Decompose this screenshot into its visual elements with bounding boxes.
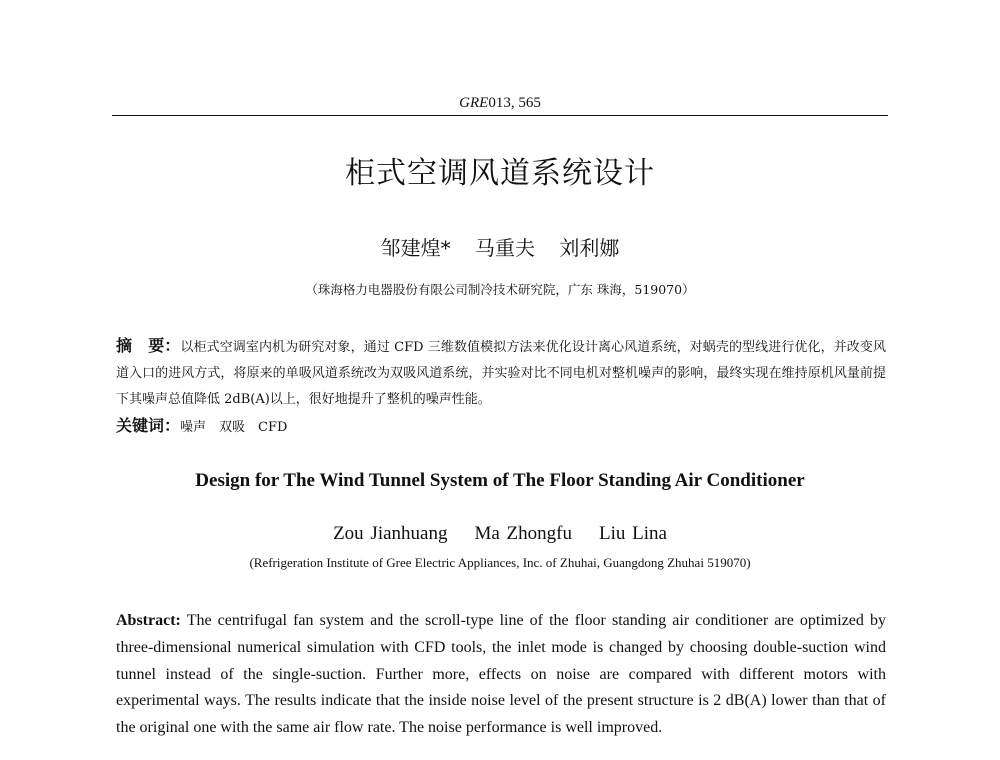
journal-header [112, 95, 888, 117]
authors-en: Zou Jianhuang Ma Zhongfu Liu Lina [333, 523, 667, 544]
journal-code: GRE [459, 95, 489, 111]
paper-title-cn: 柜式空调风道系统设计 [345, 156, 655, 191]
abstract-en-label: Abstract: [116, 612, 181, 629]
keywords-cn [116, 414, 886, 440]
abstract-cn [116, 333, 886, 413]
abstract-cn-label: 摘 要： [116, 336, 181, 355]
abstract-cn-text: 以柜式空调室内机为研究对象，通过 CFD 三维数值模拟方法来优化设计离心风道系统，对蜗壳的型线进行优化，并改变风道入口的进风方式，将原来的单吸风道系统改为双吸风道系统，并实验对比不同电机对整机噪声的影响，最终实现在维持原机风量前提下其噪声总值降低 2dB(A)以上，很好地提升了整机的噪声性能。 [116, 340, 886, 407]
abstract-en [116, 608, 886, 742]
authors-cn: 邹建煌* 马重夫 刘利娜 [380, 236, 620, 260]
journal-page: 013, 565 [488, 95, 541, 111]
paper-title-en: Design for The Wind Tunnel System of The Floor Standing Air Conditioner [195, 470, 805, 491]
header-rule [112, 115, 888, 116]
keywords-cn-label: 关键词： [116, 416, 181, 435]
keywords-cn-text: 噪声 双吸 CFD [180, 420, 288, 435]
affiliation-cn: （珠海格力电器股份有限公司制冷技术研究院，广东 珠海，519070） [305, 282, 695, 297]
affiliation-en: (Refrigeration Institute of Gree Electric Appliances, Inc. of Zhuhai, Guangdong Zhuhai 519070) [249, 555, 751, 570]
abstract-en-text: The centrifugal fan system and the scroll-type line of the floor standing air conditioner are optimized by three-dimensional numerical simulation with CFD tools, the inlet mode is changed by choosing double-suction wind tunnel instead of the single-suction. Further more, effects on noise are compared with different motors with experimental ways. The results indicate that the inside noise level of the present structure is 2 dB(A) lower than that of the original one with the same air flow rate. The noise performance is well improved. [116, 612, 887, 737]
